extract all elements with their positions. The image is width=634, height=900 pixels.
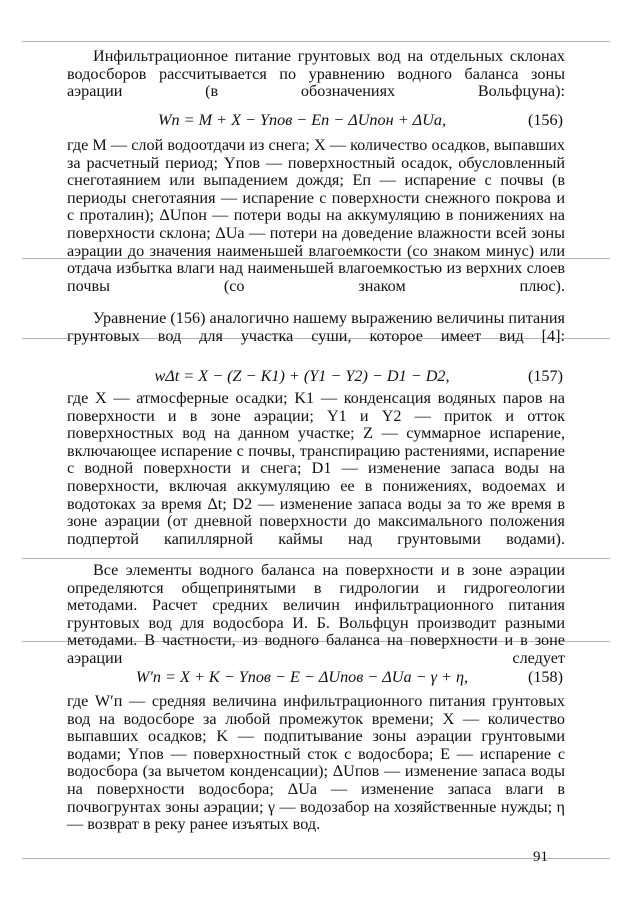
paragraph-comparison: Уравнение (156) аналогично нашему выражению величины питания грунтовых вод для участка суши, которое имеет вид [4]: [67, 309, 565, 345]
paragraph-intro: Инфильтрационное питание грунтовых вод на отдельных склонах водосборов рассчитывается по уравнению водного баланса зоны аэрации (в обозначениях Вольфцуна): [67, 47, 565, 101]
equation-156-number: (156) [527, 111, 563, 129]
scan-rule-mid-3 [22, 558, 610, 559]
equation-158-number: (158) [527, 668, 563, 686]
scan-rule-bottom [22, 858, 610, 859]
paragraph-definitions-157: где X — атмосферные осадки; K1 — конденсация водяных паров на поверхности и в зоне аэрации; Y1 и Y2 — приток и отток поверхностных вод на данном участке; Z — суммарное испарение, включающее испарение с почвы, транспирацию растениями, испарение с водной поверхности и снега; D1 — изменение запаса воды на поверхности, включая аккумуляцию ее в понижениях, водоемах и водотоках за время Δt; D2 — изменение запаса воды за то же время в зоне аэрации (от дневной поверхности до максимального положения подпертой капиллярной каймы над грунтовыми водами). [67, 389, 565, 548]
page-number: 91 [533, 849, 548, 865]
equation-156-expression: Wп = M + X − Yпов − Eп − ΔUпон + ΔUа, [158, 111, 446, 129]
paragraph-definitions-156: где M — слой водоотдачи из снега; X — количество осадков, выпавших за расчетный период; Yпов — поверхностный осадок, обусловленный снеготаянием или выпадением дождя; Eп — испарение с почвы (в периоды снеготаяния — испарение с поверхности снежного покрова и с проталин); ΔUпон — потери воды на аккумуляцию в понижениях на поверхности склона; ΔUа — потери на доведение влажности всей зоны аэрации до значения наименьшей влагоемкости (со знаком минус) или отдача избытка влаги над наименьшей влагоемкостью из верхних слоев почвы (со знаком плюс). [67, 136, 565, 295]
equation-157-number: (157) [527, 367, 563, 385]
scan-rule-top [22, 41, 610, 42]
paragraph-definitions-158: где W′п — средняя величина инфильтрационного питания грунтовых вод на водосборе за любой промежуток времени; X — количество выпавших осадков; K — подпитывание зоны аэрации грунтовыми водами; Yпов — поверхностный сток с водосбора; E — испарение с водосбора (за вычетом конденсации); ΔUпов — изменение запаса воды на поверхности водосбора; ΔUа — изменение запаса влаги в почвогрунтах зоны аэрации; γ — водозабор на хозяйственные нужды; η — возврат в реку ранее изъятых вод. [67, 692, 565, 834]
equation-158-expression: W′п = X + K − Yпов − E − ΔUпов − ΔUа − γ + η, [135, 668, 469, 686]
equation-157-expression: wΔt = X − (Z − K1) + (Y1 − Y2) − D1 − D2, [154, 367, 450, 385]
paragraph-methods: Все элементы водного баланса на поверхности и в зоне аэрации определяются общепринятыми в гидрологии и гидрогеологии методами. Расчет средних величин инфильтрационного питания грунтовых вод для водосбора И. Б. Вольфцун производит разными методами. В частности, из водного баланса на поверхности и в зоне аэрации следует [67, 561, 565, 667]
